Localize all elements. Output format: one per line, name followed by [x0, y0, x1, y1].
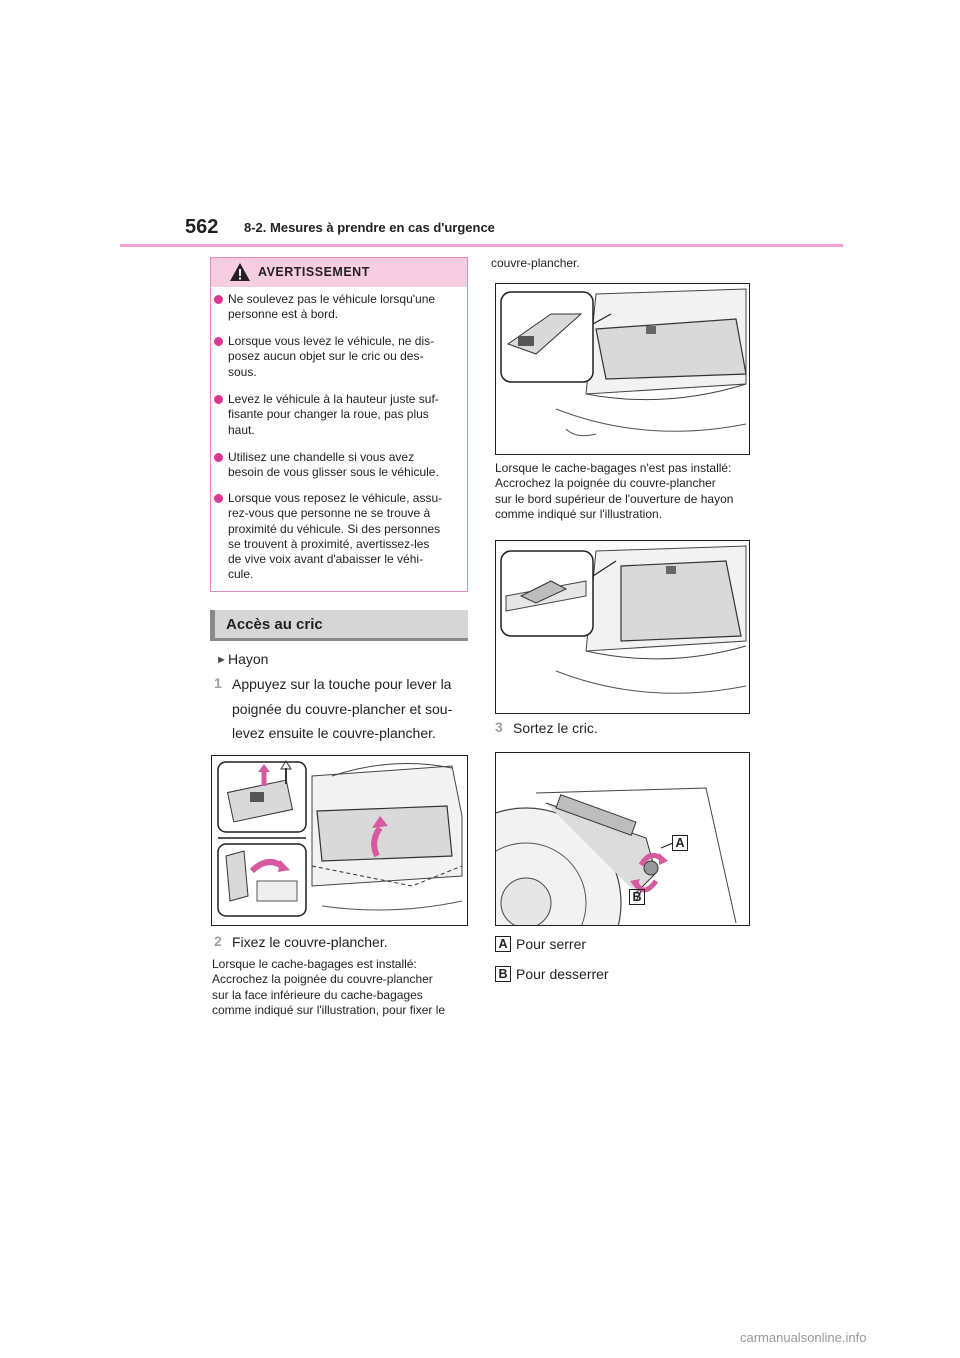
legend-key-b: B: [495, 966, 511, 982]
note-line: Lorsque le cache-bagages est installé:: [212, 957, 417, 971]
warning-line: haut.: [228, 422, 255, 437]
header-rule: [120, 244, 843, 247]
note-line: Lorsque le cache-bagages n'est pas installé:: [495, 461, 732, 475]
trunk-illustration-2: [496, 284, 750, 455]
bullet-icon: [214, 453, 223, 462]
warning-line: rez-vous que personne ne se trouve à: [228, 506, 431, 521]
figure-cover-hooked-not-installed: [495, 540, 750, 714]
note-line: Accrochez la poignée du couvre-plancher: [495, 476, 716, 491]
step1-text: [232, 672, 472, 746]
step-line: Appuyez sur la touche pour lever la: [232, 676, 452, 692]
warning-line: proximité du véhicule. Si des personnes: [228, 521, 441, 536]
warning-line: sous.: [228, 364, 257, 379]
warning-triangle-icon: [229, 261, 251, 283]
note2: [495, 461, 755, 522]
trunk-illustration-3: [496, 541, 750, 714]
bullet-icon: [214, 337, 223, 346]
step-line: poignée du couvre-plancher et sou-: [232, 700, 453, 717]
bullet-icon: [214, 494, 223, 503]
figure-cover-hooked-installed: [495, 283, 750, 455]
warning-line: personne est à bord.: [228, 307, 339, 322]
figure-label-b: B: [629, 889, 645, 905]
figure-jack-removal: [495, 752, 750, 926]
jack-illustration: [496, 753, 750, 926]
warning-line: posez aucun objet sur le cric ou des-: [228, 349, 424, 364]
warning-header: [211, 258, 467, 287]
continuation-text: couvre-plancher.: [491, 256, 580, 270]
step-number: 2: [214, 933, 222, 949]
warning-box: [210, 257, 468, 592]
warning-line: Lorsque vous levez le véhicule, ne dis-: [228, 334, 435, 348]
legend-text-b: Pour desserrer: [516, 966, 609, 982]
warning-line: fisante pour changer la roue, pas plus: [228, 407, 429, 422]
access-section-header: [210, 610, 468, 641]
step2-text: Fixez le couvre-plancher.: [232, 934, 388, 950]
figure-label-a: A: [672, 835, 688, 851]
legend-key-a: A: [495, 936, 511, 952]
warning-line: se trouvent à proximité, avertissez-les: [228, 536, 430, 551]
warning-line: Utilisez une chandelle si vous avez: [228, 450, 415, 464]
warning-line: cule.: [228, 567, 254, 582]
note-line: sur le bord supérieur de l'ouverture de hayon: [495, 491, 734, 506]
note-line: comme indiqué sur l'illustration.: [495, 506, 663, 521]
bullet-icon: [214, 295, 223, 304]
warning-line: besoin de vous glisser sous le véhicule.: [228, 465, 439, 480]
step-number: 3: [495, 719, 503, 735]
warning-line: Lorsque vous reposez le véhicule, assu-: [228, 491, 443, 505]
note-line: sur la face inférieure du cache-bagages: [212, 987, 423, 1002]
bullet-icon: [214, 395, 223, 404]
step2-note: [212, 957, 472, 1018]
header-accent-bar: [210, 610, 215, 638]
page-number: 562: [185, 216, 219, 238]
warning-title: AVERTISSEMENT: [258, 265, 370, 279]
trunk-illustration-1: [212, 756, 468, 926]
step-number: 1: [214, 675, 222, 691]
warning-line: de vive voix avant d'abaisser le véhi-: [228, 552, 424, 567]
footer-watermark: carmanualsonline.info: [740, 1330, 867, 1345]
note-line: Accrochez la poignée du couvre-plancher: [212, 972, 433, 987]
step3-text: Sortez le cric.: [513, 720, 598, 736]
legend-text-a: Pour serrer: [516, 936, 587, 952]
warning-line: Levez le véhicule à la hauteur juste suf-: [228, 392, 439, 406]
arrow-bullet-icon: ►: [216, 654, 227, 666]
section-title: 8-2. Mesures à prendre en cas d'urgence: [244, 220, 495, 235]
note-line: comme indiqué sur l'illustration, pour fixer le: [212, 1002, 446, 1017]
subhead-hayon: Hayon: [228, 651, 269, 667]
figure-floor-cover-lift: [211, 755, 468, 926]
warning-line: Ne soulevez pas le véhicule lorsqu'une: [228, 292, 436, 306]
access-title: Accès au cric: [226, 616, 323, 633]
step-line: levez ensuite le couvre-plancher.: [232, 725, 436, 741]
